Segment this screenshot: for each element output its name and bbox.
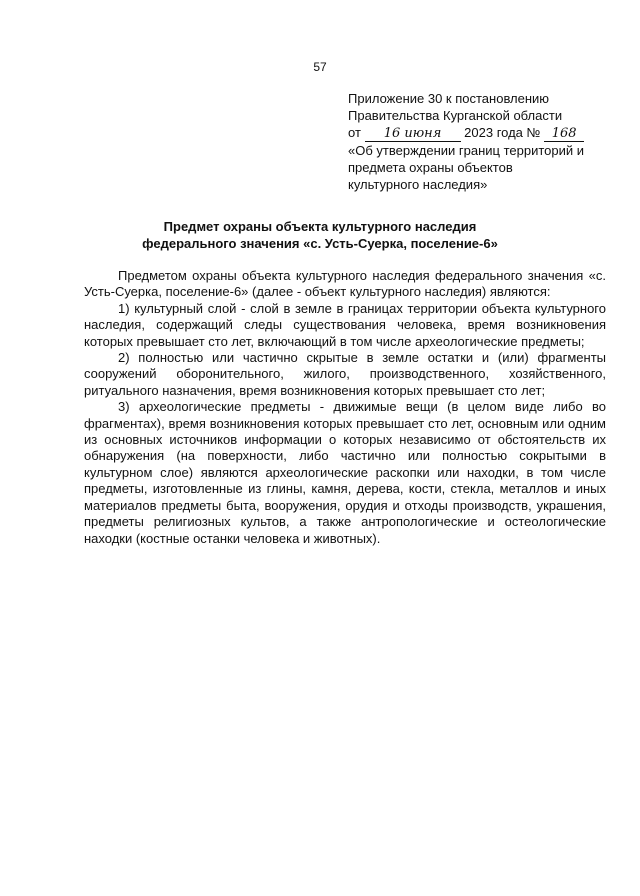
appendix-header <box>348 90 618 193</box>
item-3-paragraph: 3) археологические предметы - движимые вещи (в целом виде либо во фрагментах), время возникновения которых превышает сто лет, основным или одним из основных источников информации о которых независимо от обстоятельств их обнаружения (на поверхности, либо частично или полностью сокрытыми в культурном слое) являются археологические раскопки или находки, в том числе предметы, изготовленные из глины, камня, дерева, кости, стекла, металлов и иных материалов предметы быта, вооружения, орудия и отходы производств, украшения, предметы религиозных культов, а также антропологические и остеологические находки (костные останки человека и животных). <box>84 399 606 546</box>
appendix-line-5: предмета охраны объектов <box>348 160 513 175</box>
appendix-line-1: Приложение 30 к постановлению <box>348 91 550 106</box>
appendix-line-4: «Об утверждении границ территорий и <box>348 143 585 158</box>
item-2-paragraph: 2) полностью или частично скрытые в земле остатки и (или) фрагменты сооружений оборонительного, жилого, производственного, хозяйственного, ритуального назначения, время возникновения которых превышает сто лет; <box>84 350 606 398</box>
handwritten-date: 16 июня <box>365 127 461 142</box>
appendix-line-2: Правительства Курганской области <box>348 108 563 123</box>
date-prefix: от <box>348 125 361 140</box>
date-year: 2023 года <box>464 125 523 140</box>
title-line-1: Предмет охраны объекта культурного наследия <box>163 219 477 234</box>
document-body <box>84 268 606 547</box>
intro-paragraph: Предметом охраны объекта культурного наследия федерального значения «с. Усть-Суерка, поселение-6» (далее - объект культурного наследия) являются: <box>84 268 606 300</box>
appendix-date-line <box>348 124 618 142</box>
number-sign: № <box>526 125 541 140</box>
item-1-paragraph: 1) культурный слой - слой в земле в границах территории объекта культурного наследия, содержащий следы существования человека, время возникновения которых превышает сто лет, включающий в том числе археологические предметы; <box>84 300 606 349</box>
document-title <box>0 218 640 252</box>
page-number: 57 <box>313 60 327 74</box>
appendix-line-6: культурного наследия» <box>348 177 488 192</box>
title-line-2: федерального значения «с. Усть-Суерка, поселение-6» <box>142 236 498 251</box>
handwritten-number: 168 <box>544 127 584 142</box>
